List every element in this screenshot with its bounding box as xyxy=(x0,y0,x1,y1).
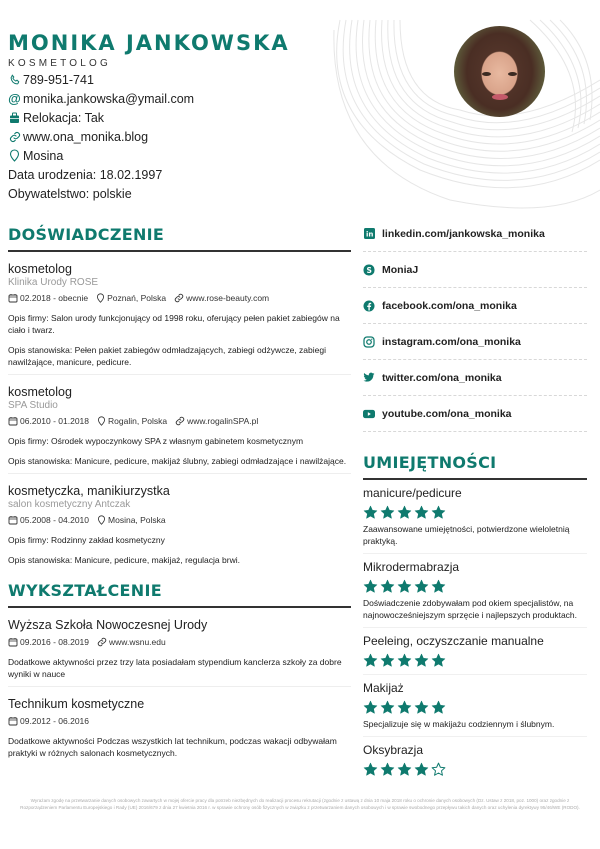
entry-meta xyxy=(8,514,351,526)
entry-meta xyxy=(8,636,351,648)
profile-photo xyxy=(454,26,545,117)
location-pin-icon xyxy=(97,515,106,525)
company-name: Klinika Urody ROSE xyxy=(8,277,99,288)
skill-rating xyxy=(363,699,587,715)
star-filled-icon xyxy=(414,700,429,715)
gdpr-consent-clause: Wyrażam zgodę na przetwarzanie danych osobowych zawartych w mojej ofercie pracy dla potrzeb niezbędnych do realizacji procesu rekrutacji (zgodnie z ustawą z dnia 10 maja 2018 roku o ochronie danych osobowych (Dz. Ustaw z 2018, poz. 1000) oraz zgodnie z Rozporządzeniem Parlamentu Europejskiego i Rady (UE) 2016/679 z dnia 27 kwietnia 2016 r. w sprawie ochrony osób fizycznych w związku z przetwarzaniem danych osobowych i w sprawie swobodnego przepływu takich danych oraz uchylenia dyrektywy 95/46/WE (RODO). xyxy=(20,798,580,810)
calendar-icon xyxy=(8,637,18,647)
phone-text: 789-951-741 xyxy=(23,72,94,87)
skill-name: Peeleing, oczyszczanie manualne xyxy=(363,634,544,648)
left-column xyxy=(8,224,351,765)
svg-text:S: S xyxy=(366,265,372,275)
star-filled-icon xyxy=(397,505,412,520)
date-range: 09.2016 - 08.2019 xyxy=(20,637,90,647)
skill-entry xyxy=(363,554,587,628)
star-empty-icon xyxy=(431,762,446,777)
social-linkedin[interactable] xyxy=(363,216,587,252)
star-filled-icon xyxy=(380,579,395,594)
company-description: Opis firmy: Ośrodek wypoczynkowy SPA z własnym gabinetem kosmetycznym xyxy=(8,436,304,446)
calendar-icon xyxy=(8,293,18,303)
star-filled-icon xyxy=(414,579,429,594)
experience-entry xyxy=(8,252,351,375)
school-name: Wyższa Szkoła Nowoczesnej Urody xyxy=(8,618,208,632)
skill-rating xyxy=(363,504,587,520)
entry-meta xyxy=(8,292,351,304)
education-section xyxy=(8,580,351,765)
education-description: Dodatkowe aktywności przez trzy lata posiadałam stypendium kanclerza szkoły za dobre wyniki w nauce xyxy=(8,657,342,679)
star-filled-icon xyxy=(414,653,429,668)
date-range: 06.2010 - 01.2018 xyxy=(20,416,90,426)
job-location: Rogalin, Polska xyxy=(108,416,168,426)
calendar-icon xyxy=(8,515,18,525)
at-icon: @ xyxy=(8,91,21,106)
experience-section xyxy=(8,224,351,572)
skill-rating xyxy=(363,761,587,777)
photo-detail xyxy=(482,72,491,76)
social-instagram[interactable] xyxy=(363,324,587,360)
skill-name: Mikrodermabrazja xyxy=(363,560,460,574)
school-website-link[interactable] xyxy=(97,637,166,647)
linkedin-icon xyxy=(363,228,375,240)
location-pin-icon xyxy=(96,293,105,303)
company-website: www.rogalinSPA.pl xyxy=(187,416,259,426)
email-text: monika.jankowska@ymail.com xyxy=(23,91,195,106)
candidate-name: MONIKA JANKOWSKA xyxy=(8,31,290,55)
calendar-icon xyxy=(8,416,18,426)
relocation-text: Relokacja: Tak xyxy=(23,110,105,125)
link-icon xyxy=(97,637,107,647)
star-filled-icon xyxy=(380,762,395,777)
star-filled-icon xyxy=(431,505,446,520)
skill-entry xyxy=(363,737,587,783)
star-filled-icon xyxy=(414,762,429,777)
position-title: kosmetolog xyxy=(8,385,72,399)
birth-date: Data urodzenia: 18.02.1997 xyxy=(8,167,163,182)
photo-detail xyxy=(492,94,508,100)
star-filled-icon xyxy=(397,653,412,668)
school-name: Technikum kosmetyczne xyxy=(8,697,145,711)
social-links xyxy=(363,216,587,432)
social-text: linkedin.com/jankowska_monika xyxy=(382,227,545,240)
social-text: twitter.com/ona_monika xyxy=(382,371,502,384)
calendar-icon xyxy=(8,716,18,726)
star-filled-icon xyxy=(414,505,429,520)
date-range: 05.2008 - 04.2010 xyxy=(20,515,90,525)
location-pin-icon xyxy=(8,149,21,162)
skill-rating xyxy=(363,652,587,668)
company-name: salon kosmetyczny Antczak xyxy=(8,499,131,510)
star-filled-icon xyxy=(397,762,412,777)
social-text: facebook.com/ona_monika xyxy=(382,299,517,312)
company-website-link[interactable] xyxy=(174,293,269,303)
star-filled-icon xyxy=(431,579,446,594)
role-description: Opis stanowiska: Manicure, pedicure, makijaż ślubny, zabiegi odmładzające i nawilżające. xyxy=(8,456,347,466)
company-website-link[interactable] xyxy=(175,416,258,426)
experience-heading: DOŚWIADCZENIE xyxy=(8,225,165,244)
star-filled-icon xyxy=(363,653,378,668)
company-name: SPA Studio xyxy=(8,400,58,411)
entry-meta xyxy=(8,415,351,427)
star-filled-icon xyxy=(363,579,378,594)
social-twitter[interactable] xyxy=(363,360,587,396)
link-icon xyxy=(174,293,184,303)
education-entry xyxy=(8,608,351,687)
skill-entry xyxy=(363,675,587,737)
skill-description: Doświadczenie zdobywałam pod okiem specjalistów, na najnowocześniejszym sprzęcie i najlepszych produktach. xyxy=(363,598,578,620)
star-filled-icon xyxy=(431,653,446,668)
contact-relocation xyxy=(8,108,348,127)
experience-entry xyxy=(8,375,351,474)
instagram-icon xyxy=(363,336,375,348)
phone-icon xyxy=(8,73,21,86)
education-description: Dodatkowe aktywności Podczas wszystkich lat technikum, podczas wakacji odbywałam praktyki w różnych salonach kosmetycznych. xyxy=(8,736,337,758)
skype-icon xyxy=(363,264,375,276)
company-description: Opis firmy: Rodzinny zakład kosmetyczny xyxy=(8,535,165,545)
social-skype[interactable] xyxy=(363,252,587,288)
role-description: Opis stanowiska: Manicure, pedicure, makijaż, regulacja brwi. xyxy=(8,555,240,565)
star-filled-icon xyxy=(363,700,378,715)
social-text: instagram.com/ona_monika xyxy=(382,335,521,348)
star-filled-icon xyxy=(397,700,412,715)
position-title: kosmetyczka, manikiurzystka xyxy=(8,484,170,498)
citizenship: Obywatelstwo: polskie xyxy=(8,186,132,201)
skills-list xyxy=(363,480,587,783)
entry-meta xyxy=(8,715,351,727)
website-text: www.ona_monika.blog xyxy=(23,129,149,144)
date-range: 02.2018 - obecnie xyxy=(20,293,89,303)
link-icon xyxy=(175,416,185,426)
skills-heading: UMIEJĘTNOŚCI xyxy=(363,453,497,472)
social-text: MoniaJ xyxy=(382,263,419,276)
job-location: Poznań, Polska xyxy=(107,293,167,303)
skill-entry xyxy=(363,628,587,675)
youtube-icon xyxy=(363,408,375,420)
right-column xyxy=(363,216,587,783)
facebook-icon xyxy=(363,300,375,312)
skill-name: Oksybrazja xyxy=(363,743,424,757)
star-filled-icon xyxy=(380,700,395,715)
star-filled-icon xyxy=(363,762,378,777)
skill-name: Makijaż xyxy=(363,681,404,695)
company-website: www.rose-beauty.com xyxy=(186,293,270,303)
location-pin-icon xyxy=(97,416,106,426)
skill-name: manicure/pedicure xyxy=(363,486,462,500)
position-title: kosmetolog xyxy=(8,262,72,276)
header xyxy=(8,30,348,203)
education-heading: WYKSZTAŁCENIE xyxy=(8,581,162,600)
social-facebook[interactable] xyxy=(363,288,587,324)
job-title: KOSMETOLOG xyxy=(8,58,111,69)
job-location: Mosina, Polska xyxy=(108,515,166,525)
twitter-icon xyxy=(363,372,375,384)
skill-description: Specjalizuje się w makijażu codziennym i ślubnym. xyxy=(363,719,555,729)
experience-entry xyxy=(8,474,351,572)
suitcase-icon xyxy=(8,111,21,124)
contact-location xyxy=(8,146,348,165)
skills-section xyxy=(363,452,587,783)
location-text: Mosina xyxy=(23,148,64,163)
star-filled-icon xyxy=(431,700,446,715)
contact-phone[interactable] xyxy=(8,70,348,89)
svg-text:in: in xyxy=(365,230,373,239)
skill-description: Zaawansowane umiejętności, potwierdzone wieloletnią praktyką. xyxy=(363,524,570,546)
date-range: 09.2012 - 06.2016 xyxy=(20,716,90,726)
link-icon xyxy=(8,130,21,143)
contact-email[interactable] xyxy=(8,89,348,108)
star-filled-icon xyxy=(380,505,395,520)
star-filled-icon xyxy=(380,653,395,668)
star-filled-icon xyxy=(397,579,412,594)
school-website: www.wsnu.edu xyxy=(109,637,166,647)
photo-detail xyxy=(508,72,517,76)
social-youtube[interactable] xyxy=(363,396,587,432)
star-filled-icon xyxy=(363,505,378,520)
role-description: Opis stanowiska: Pełen pakiet zabiegów odmładzających, zabiegi odżywcze, zabiegi nawilżające, manicure, pedicure. xyxy=(8,345,326,367)
skill-rating xyxy=(363,578,587,594)
company-description: Opis firmy: Salon urody funkcjonujący od 1998 roku, oferujący pełen pakiet zabiegów na ciało i twarz. xyxy=(8,313,340,335)
education-entry xyxy=(8,687,351,765)
contact-website[interactable] xyxy=(8,127,348,146)
skill-entry xyxy=(363,480,587,554)
social-text: youtube.com/ona_monika xyxy=(382,407,512,420)
